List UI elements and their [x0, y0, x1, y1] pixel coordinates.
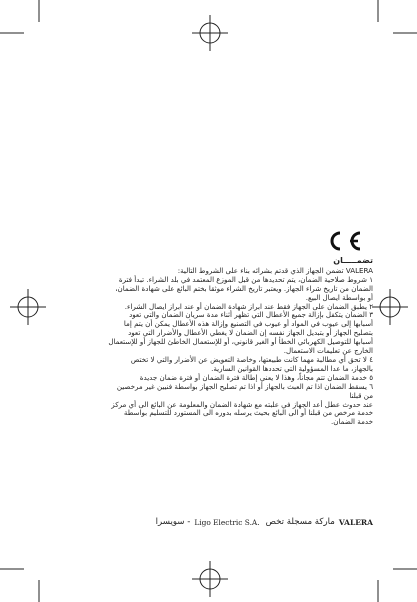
warranty-title: تضمـــــان: [333, 256, 373, 265]
warranty-term: ٤ لا تحق أي مطالبة مهما كانت طبيعتها، وخاصة التعويض عن الأضرار والتي لا تختص بالجهاز، ما عدا المسؤولية التي تحددها القوانين السارية.: [130, 354, 373, 373]
company-name: Ligo Electric S.A.: [194, 517, 260, 527]
warranty-section: [108, 257, 373, 427]
trademark-text: ماركة مسجلة تخص: [265, 517, 335, 527]
brand-name: VALERA: [338, 517, 373, 527]
warranty-term: ٢ يطبق الضمان على الجهاز فقط عند ابراز شهادة الضمان أو عند ابراز ايصال الشراء.: [124, 301, 373, 311]
warranty-term: ٥ خدمة الضمان تتم مجاناً، وهذا لا يعني إطالة فترة الضمان أو فترة ضمان جديدة: [139, 372, 373, 382]
warranty-intro: VALERA تضمن الجهاز الذي قدتم بشرائه بناء على الشروط التالية:: [177, 265, 373, 275]
warranty-terms-list: [108, 276, 373, 427]
warranty-closing: عند حدوث عطل أعد الجهاز في علبته مع شهادة الضمان والمعلومة عن البائع الى أي مركز خدمة مرخص من قبلنا أو الى البائع بحيث يرسله بدوره الى المستورد للتسليم بواسطة خدمة الضمان.: [111, 399, 373, 427]
company-country: - سويسرا: [155, 517, 191, 527]
trademark-line: [118, 515, 373, 529]
warranty-term: ١ شروط صلاحية الضمان، يتم تحديدها من قبل الموزع المعتمد في بلد الشراء. تبدأ فترة الضمان من تاريخ شراء الجهاز. ويعتبر تاريخ الشراء موثقا بختم البائع على شهادة الضمان، أو بواسطة ايصال البيع.: [115, 274, 373, 302]
warranty-term: ٣ الضمان يتكفل بإزالة جميع الأعطال التي تظهر أثناء مدة سريان الضمان والتي تعود أسبابها إلى عيوب في المواد أو عيوب في التصنيع وإزالة هذه الأعطال يمكن أن يتم إما بتصليح الجهاز أو بتبديل الجهاز نفسه إن الضمان لا يغطي الأعطال والأضرار التي تعود أسبابها للتوصيل الكهربائي الخطأ أو الغير قانوني، أو للإستعمال الخاطئ للجهاز أو للإستعمال الخارج عن تعليمات الاستعمال.: [108, 310, 373, 356]
warranty-term: ٦ يسقط الضمان اذا تم العبث بالجهاز أو اذا تم تصليح الجهاز بواسطة فنيين غير مرخصين من قبلنا: [116, 381, 373, 400]
ce-mark-icon: [322, 230, 364, 252]
